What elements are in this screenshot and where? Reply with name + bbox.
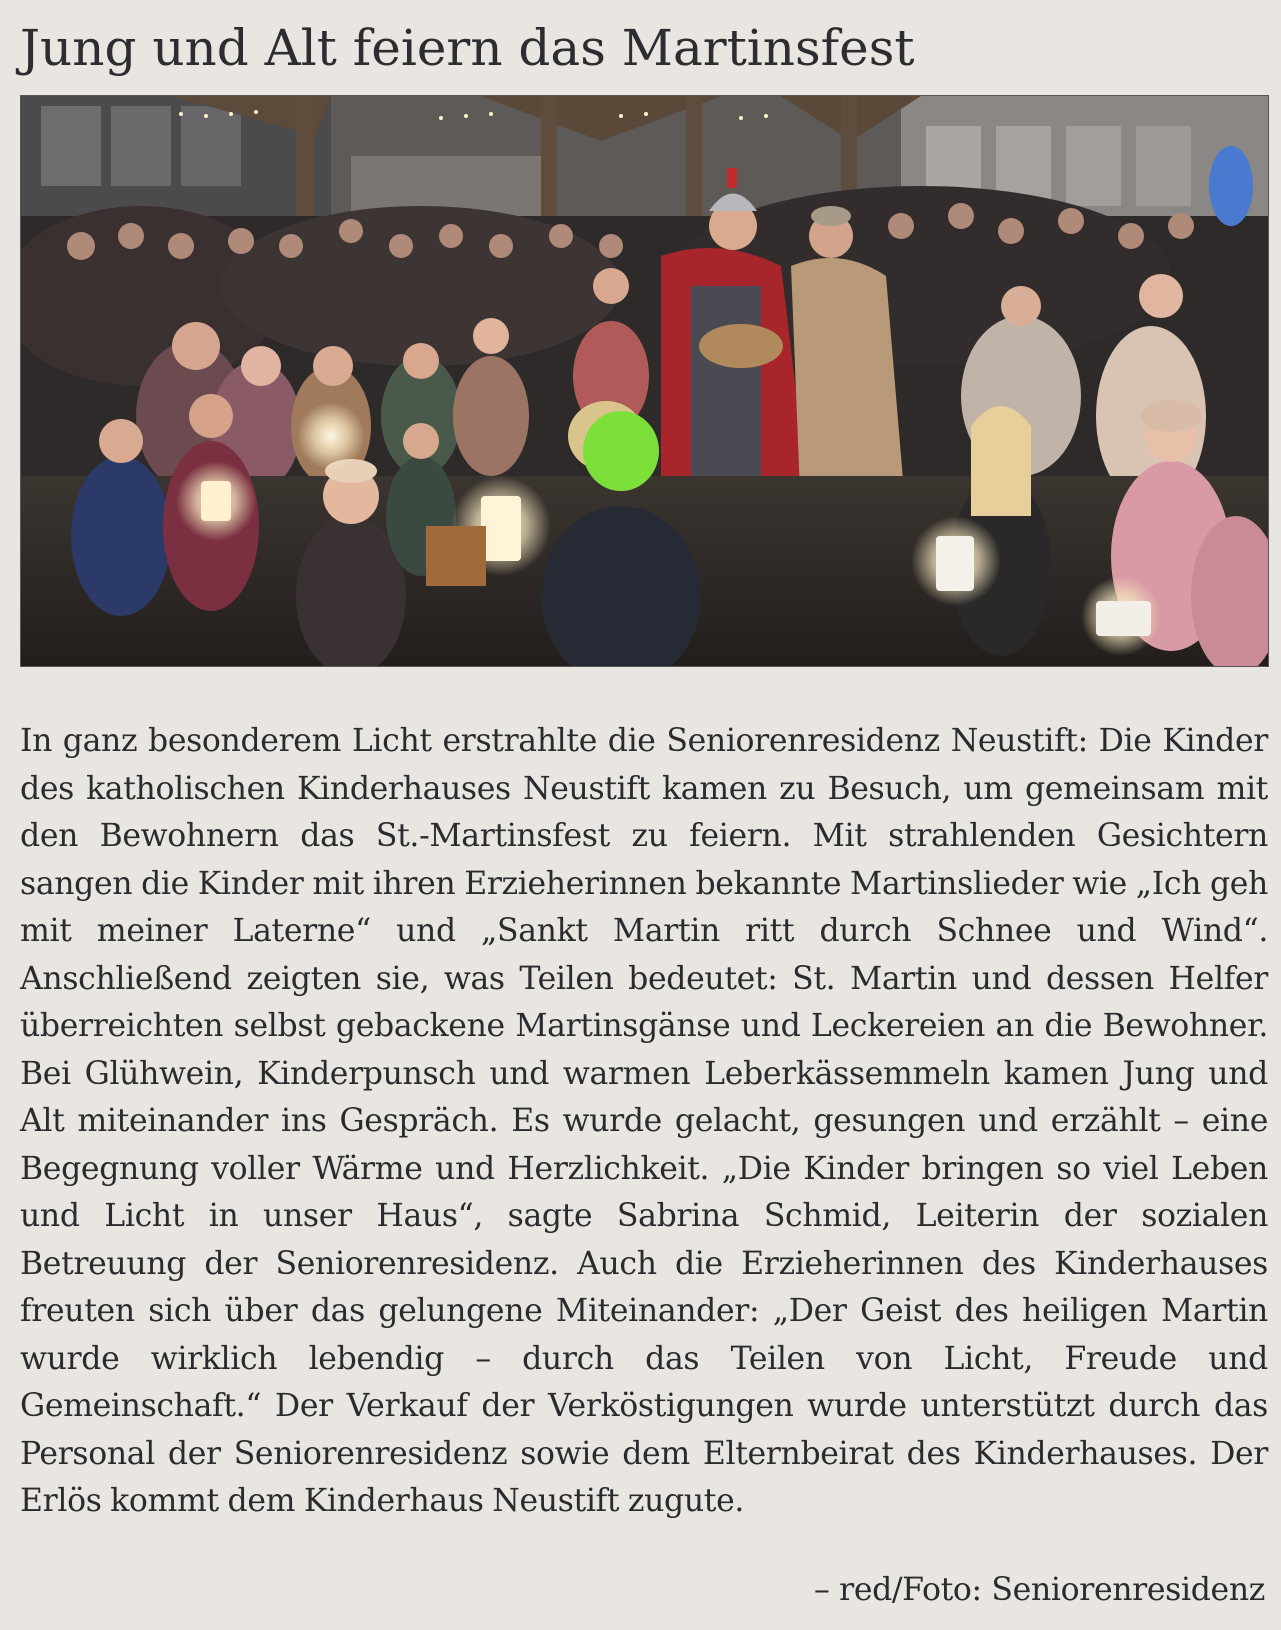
photo-credit: – red/Foto: Seniorenresidenz [814, 1572, 1265, 1608]
article-body: In ganz besonderem Licht erstrahlte die Seniorenresidenz Neustift: Die Kinder des katholischen Kinderhauses Neustift kamen zu Besuch, um gemeinsam mit den Bewohnern das St.-Martinsfest zu feiern. Mit strahlenden Gesichtern sangen die Kinder mit ihren Erzieherinnen bekannte Martinslieder wie „Ich geh mit meiner Laterne“ und „Sankt Martin ritt durch Schnee und Wind“. Anschließend zeigten sie, was Teilen bedeutet: St. Martin und dessen Helfer überreichten selbst gebackene Martinsgänse und Leckereien an die Bewohner. Bei Glühwein, Kinderpunsch und warmen Leberkässemmeln kamen Jung und Alt miteinander ins Gespräch. Es wurde gelacht, gesungen und erzählt – eine Begegnung voller Wärme und Herzlichkeit. „Die Kinder bringen so viel Leben und Licht in unser Haus“, sagte Sabrina Schmid, Leiterin der sozialen Betreuung der Seniorenresidenz. Auch die Erzieherinnen des Kinderhauses freuten sich über das gelungene Miteinander: „Der Geist des heiligen Martin wurde wirklich lebendig – durch das Teilen von Licht, Freude und Gemeinschaft.“ Der Verkauf der Verköstigungen wurde unterstützt durch das Personal der Seniorenresidenz sowie dem Elternbeirat des Kinderhauses. Der Erlös kommt dem Kinderhaus Neustift zugute. [20, 723, 1268, 1519]
article-headline: Jung und Alt feiern das Martinsfest [20, 19, 915, 77]
article-photo [21, 96, 1268, 666]
